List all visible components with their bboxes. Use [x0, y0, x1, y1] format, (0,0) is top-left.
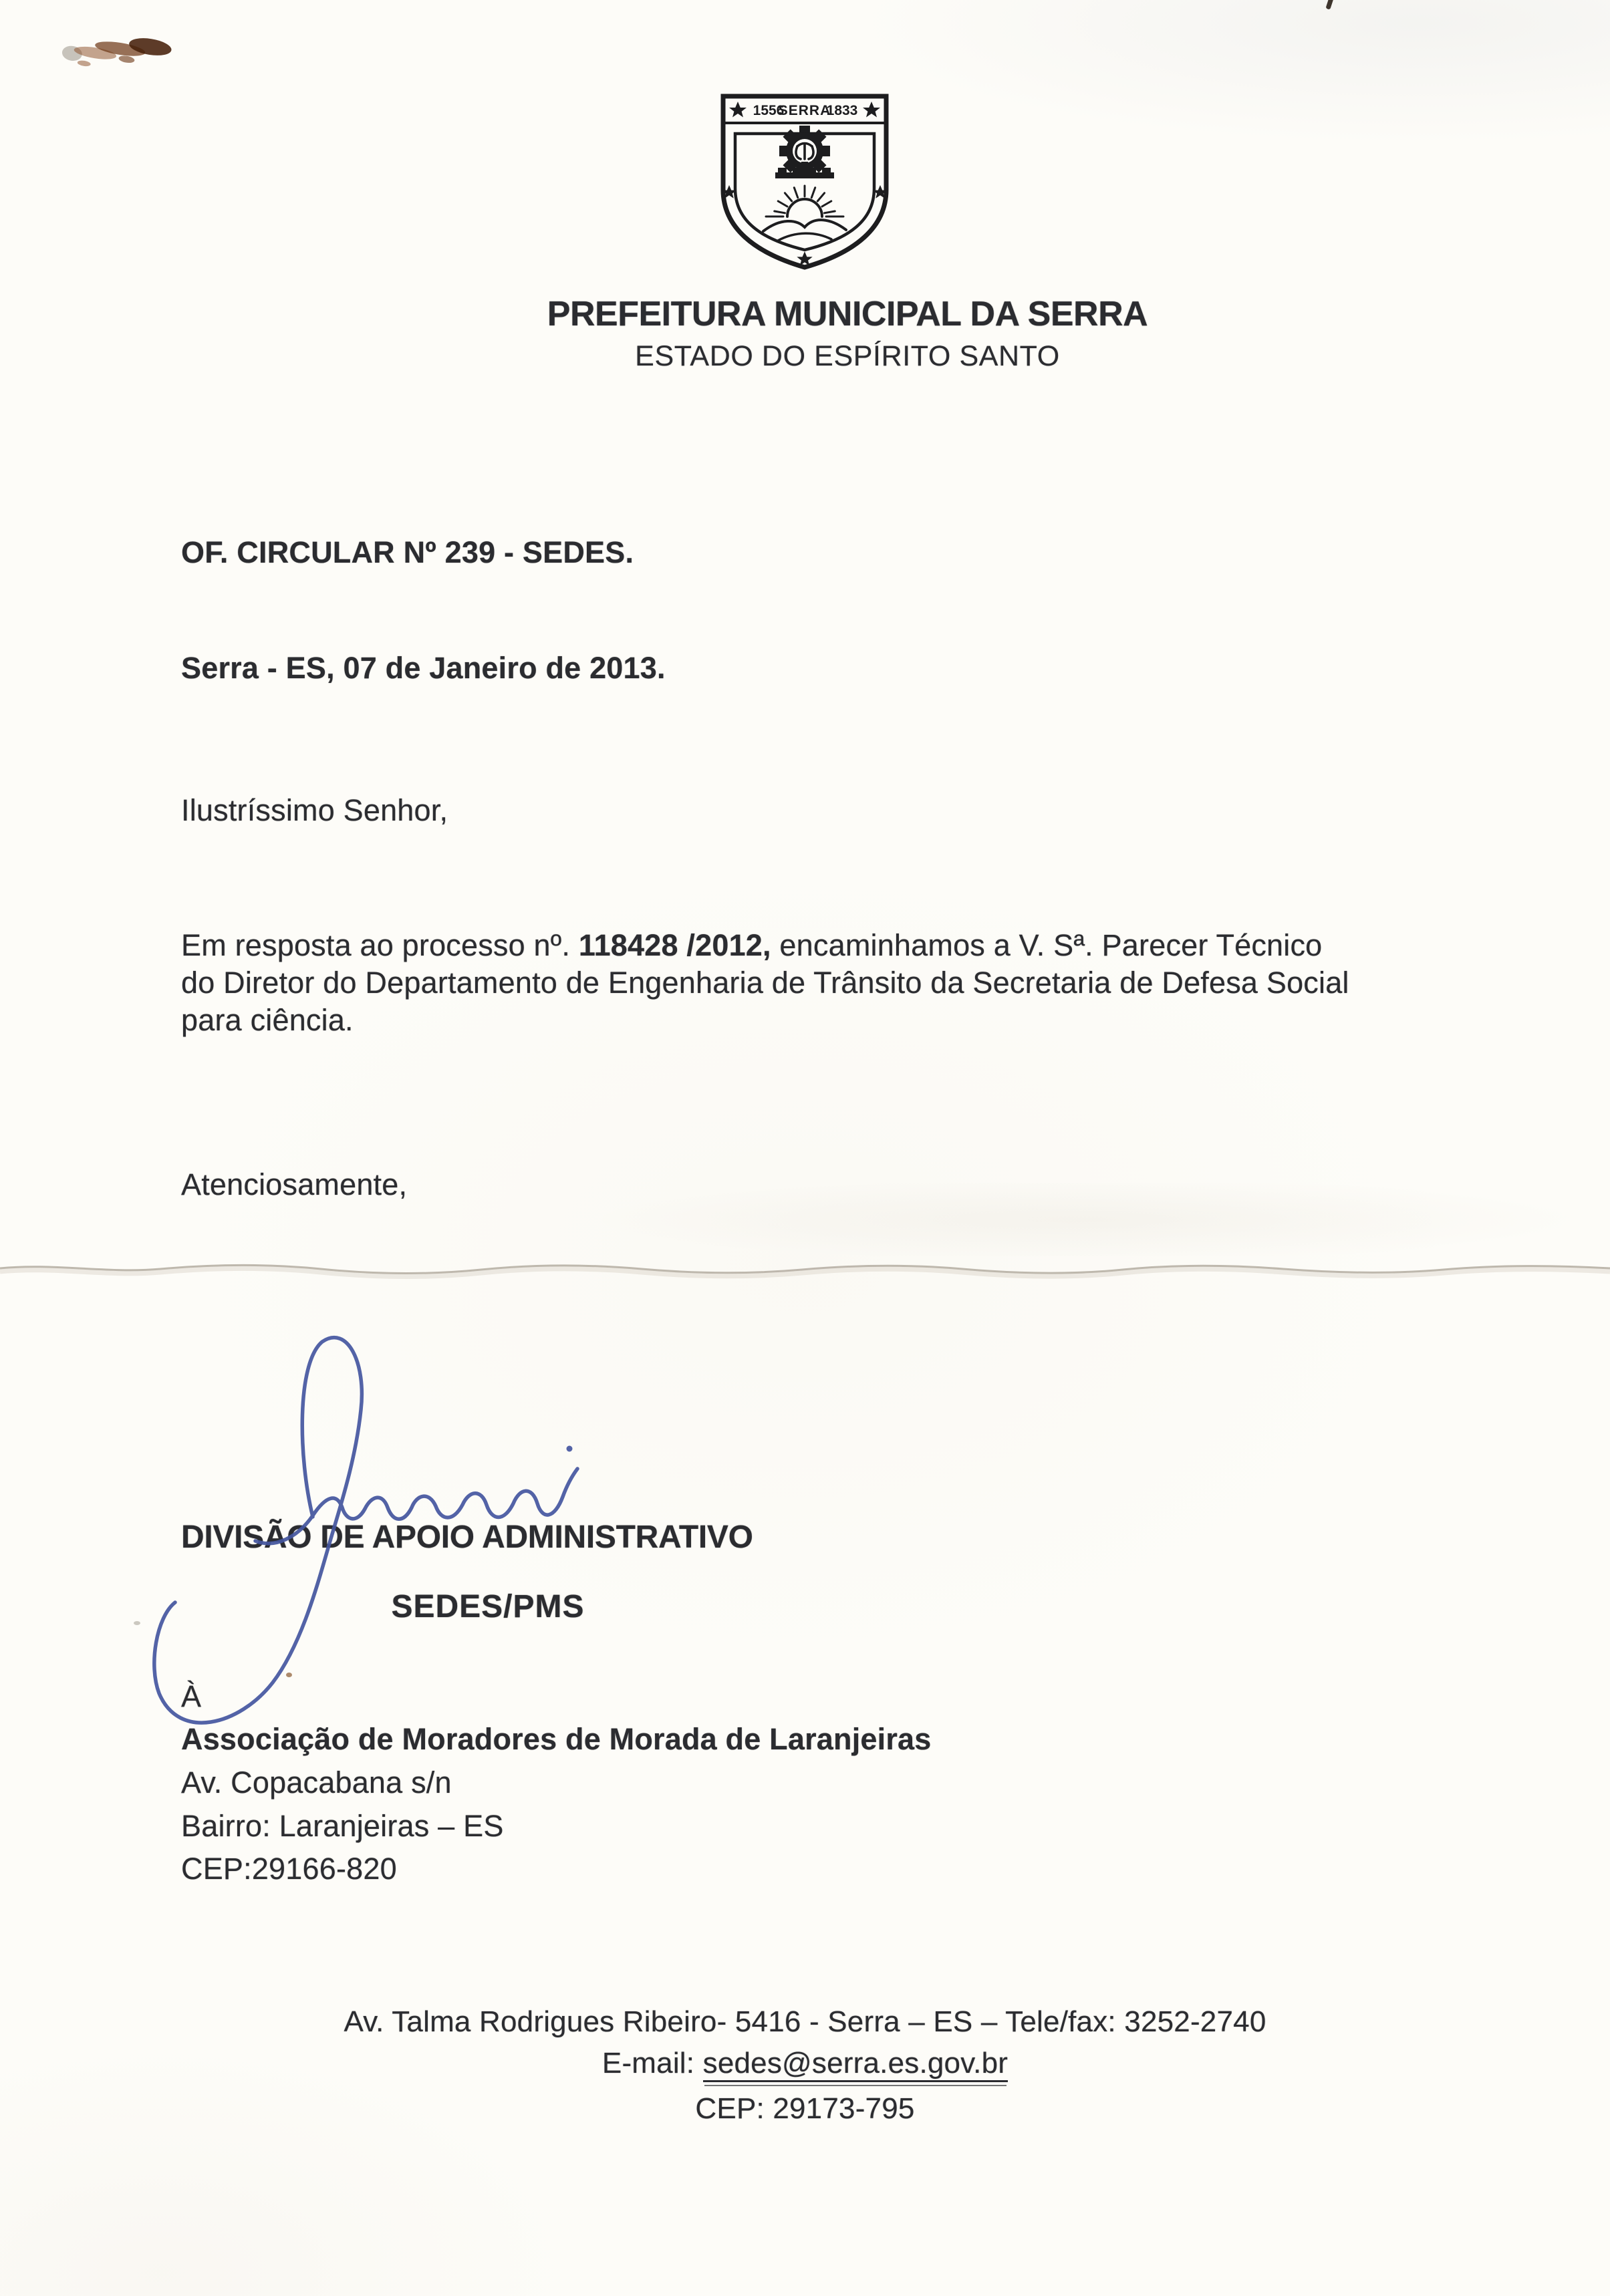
body-line1-post: encaminhamos a V. Sª. Parecer Técnico [771, 928, 1323, 962]
rust-stain [47, 20, 200, 94]
body-line-3: para ciência. [181, 1003, 354, 1037]
footer-cep: CEP: 29173-795 [695, 2092, 915, 2125]
closing-line: Atenciosamente, [181, 1167, 408, 1201]
date-line: Serra - ES, 07 de Janeiro de 2013. [181, 651, 666, 685]
footer-address: Av. Talma Rodrigues Ribeiro- 5416 - Serra – ES – Tele/fax: 3252-2740 [344, 2005, 1266, 2038]
division-line: DIVISÃO DE APOIO ADMINISTRATIVO [181, 1520, 753, 1555]
paper-smudge [568, 1183, 1610, 1256]
crest-year-left: 1556 [753, 103, 785, 118]
scan-speck [1325, 0, 1333, 10]
crest-name: SERRA [778, 103, 831, 118]
page-title: PREFEITURA MUNICIPAL DA SERRA [547, 295, 1148, 333]
footer-email-line [0, 2049, 1610, 2082]
recipient-address: Av. Copacabana s/n [181, 1765, 452, 1800]
email-address: sedes@serra.es.gov.br [703, 2049, 1008, 2082]
recipient-salute: À [181, 1679, 202, 1713]
body-line-2: do Diretor do Departamento de Engenharia de Trânsito da Secretaria de Defesa Social [181, 966, 1349, 1000]
body-line-1 [181, 930, 1322, 960]
recipient-cep: CEP:29166-820 [181, 1852, 397, 1886]
body-line1-pre: Em resposta ao processo nº. [181, 928, 579, 962]
process-number: 118428 /2012, [578, 928, 771, 962]
paper-speck [286, 1673, 292, 1677]
recipient-name: Associação de Moradores de Morada de Laranjeiras [181, 1722, 932, 1756]
reference-line: OF. CIRCULAR Nº 239 - SEDES. [181, 535, 634, 569]
salutation-line: Ilustríssimo Senhor, [181, 793, 448, 827]
org-line: SEDES/PMS [391, 1589, 585, 1624]
email-label: E-mail: [601, 2047, 703, 2079]
sun-hills-emblem [763, 186, 846, 241]
crest-year-right: 1833 [826, 103, 858, 118]
page-subtitle: ESTADO DO ESPÍRITO SANTO [635, 340, 1060, 372]
paper-speck [134, 1621, 140, 1625]
recipient-district: Bairro: Laranjeiras – ES [181, 1809, 504, 1843]
municipal-crest-icon [719, 92, 890, 275]
